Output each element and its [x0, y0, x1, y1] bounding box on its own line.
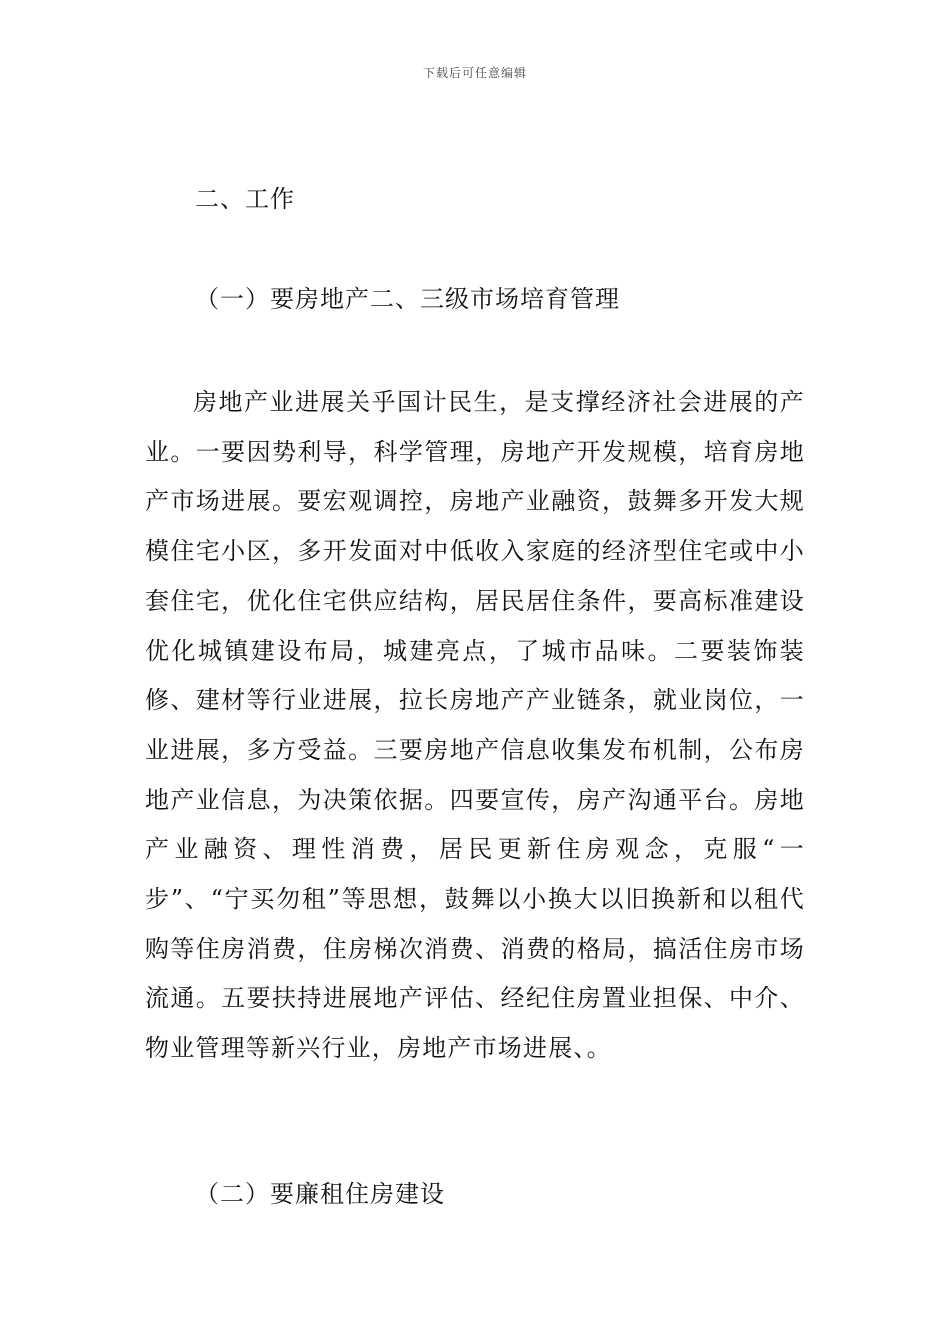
subsection-2-title: （二）要廉租住房建设 [195, 1180, 445, 1208]
subsection-1-body: 房地产业进展关乎国计民生，是支撑经济社会进展的产业。一要因势利导，科学管理，房地产开发规模，培育房地产市场进展。要宏观调控，房地产业融资，鼓舞多开发大规模住宅小区，多开发面对中低收入家庭的经济型住宅或中小套住宅，优化住宅供应结构，居民居住条件，要高标准建设优化城镇建设布局，城建亮点，了城市品味。二要装饰装修、建材等行业进展，拉长房地产产业链条，就业岗位，一业进展，多方受益。三要房地产信息收集发布机制，公布房地产业信息，为决策依据。四要宣传，房产沟通平台。房地产业融资、理性消费，居民更新住房观念，克服“一步”、“宁买勿租”等思想，鼓舞以小换大以旧换新和以租代购等住房消费，住房梯次消费、消费的格局，搞活住房市场流通。五要扶持进展地产评估、经纪住房置业担保、中介、物业管理等新兴行业，房地产市场进展、。 [145, 388, 805, 1063]
subsection-1-title: （一）要房地产二、三级市场培育管理 [195, 285, 620, 313]
section-heading: 二、工作 [195, 185, 295, 213]
header-note: 下载后可任意编辑 [422, 66, 527, 80]
